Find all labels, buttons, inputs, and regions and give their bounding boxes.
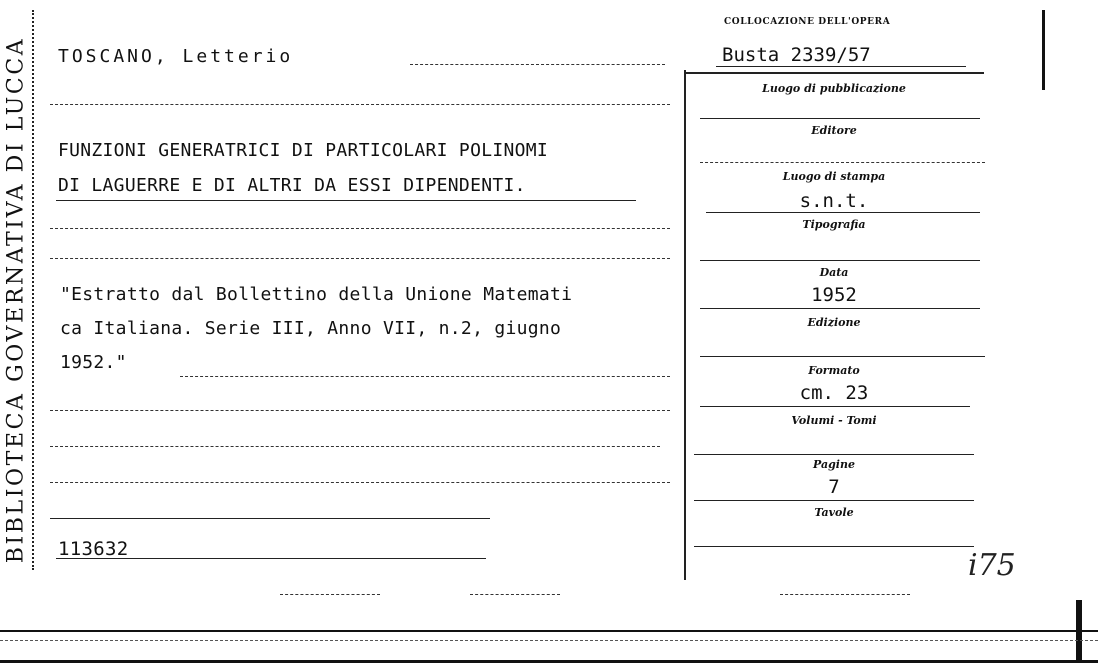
field-value-luogo-stampa: s.n.t.	[799, 190, 869, 212]
inventory-number: 113632	[58, 538, 129, 560]
collocazione-underline	[716, 66, 966, 67]
inventory-underline	[56, 558, 486, 559]
field-label-luogo-pubblicazione: Luogo di pubblicazione	[762, 82, 906, 95]
ruled-line	[780, 594, 910, 595]
field-value-data: 1952	[811, 284, 857, 306]
author-underline	[410, 64, 665, 65]
title-line-1: FUNZIONI GENERATRICI DI PARTICOLARI POLINOMI	[58, 140, 549, 161]
card-edge-mark	[1042, 10, 1045, 90]
ruled-line	[50, 482, 670, 483]
collocazione-value: Busta 2339/57	[722, 44, 871, 66]
note-line-2: ca Italiana. Serie III, Anno VII, n.2, giugno	[60, 318, 562, 339]
field-value-pagine: 7	[828, 476, 840, 498]
handwritten-note: i75	[968, 548, 1016, 583]
field-line	[700, 406, 970, 407]
field-label-volumi: Volumi - Tomi	[791, 414, 877, 427]
ruled-line	[50, 104, 670, 105]
field-line	[694, 500, 974, 501]
library-stamp	[0, 0, 30, 600]
field-line	[700, 118, 980, 119]
ruled-line	[50, 518, 490, 519]
field-value-formato: cm. 23	[799, 382, 869, 404]
left-margin-rule	[32, 10, 34, 570]
field-line	[700, 308, 980, 309]
ruled-line	[50, 228, 670, 229]
field-line	[706, 212, 980, 213]
title-line-2: DI LAGUERRE E DI ALTRI DA ESSI DIPENDENTI.	[58, 175, 526, 196]
ruled-line	[50, 446, 660, 447]
field-label-luogo-stampa: Luogo di stampa	[782, 170, 886, 183]
panel-top-border	[684, 72, 984, 74]
field-line	[694, 546, 974, 547]
card-bottom-edge	[0, 660, 1098, 663]
note-line-1: "Estratto dal Bollettino della Unione Matemati	[60, 284, 573, 305]
note-line-3: 1952."	[60, 352, 127, 373]
card-bottom-edge	[0, 640, 1098, 641]
field-line	[700, 356, 985, 357]
library-name-vertical: BIBLIOTECA GOVERNATIVA DI LUCCA	[3, 36, 29, 564]
field-label-editore: Editore	[811, 124, 857, 137]
ruled-line	[470, 594, 560, 595]
collocazione-label: COLLOCAZIONE DELL'OPERA	[724, 17, 891, 27]
field-line	[694, 454, 974, 455]
title-underline	[56, 200, 636, 201]
field-label-data: Data	[819, 266, 849, 279]
field-label-edizione: Edizione	[807, 316, 861, 329]
field-label-tavole: Tavole	[814, 506, 854, 519]
ruled-line	[50, 410, 670, 411]
ruled-line	[280, 594, 380, 595]
ruled-line	[50, 258, 670, 259]
field-label-tipografia: Tipografia	[802, 218, 866, 231]
card-bottom-edge	[0, 630, 1098, 632]
field-line	[700, 162, 985, 163]
field-label-formato: Formato	[808, 364, 860, 377]
field-line	[700, 260, 980, 261]
author-name: TOSCANO, Letterio	[58, 46, 294, 67]
field-label-pagine: Pagine	[813, 458, 855, 471]
ruled-line	[180, 376, 670, 377]
